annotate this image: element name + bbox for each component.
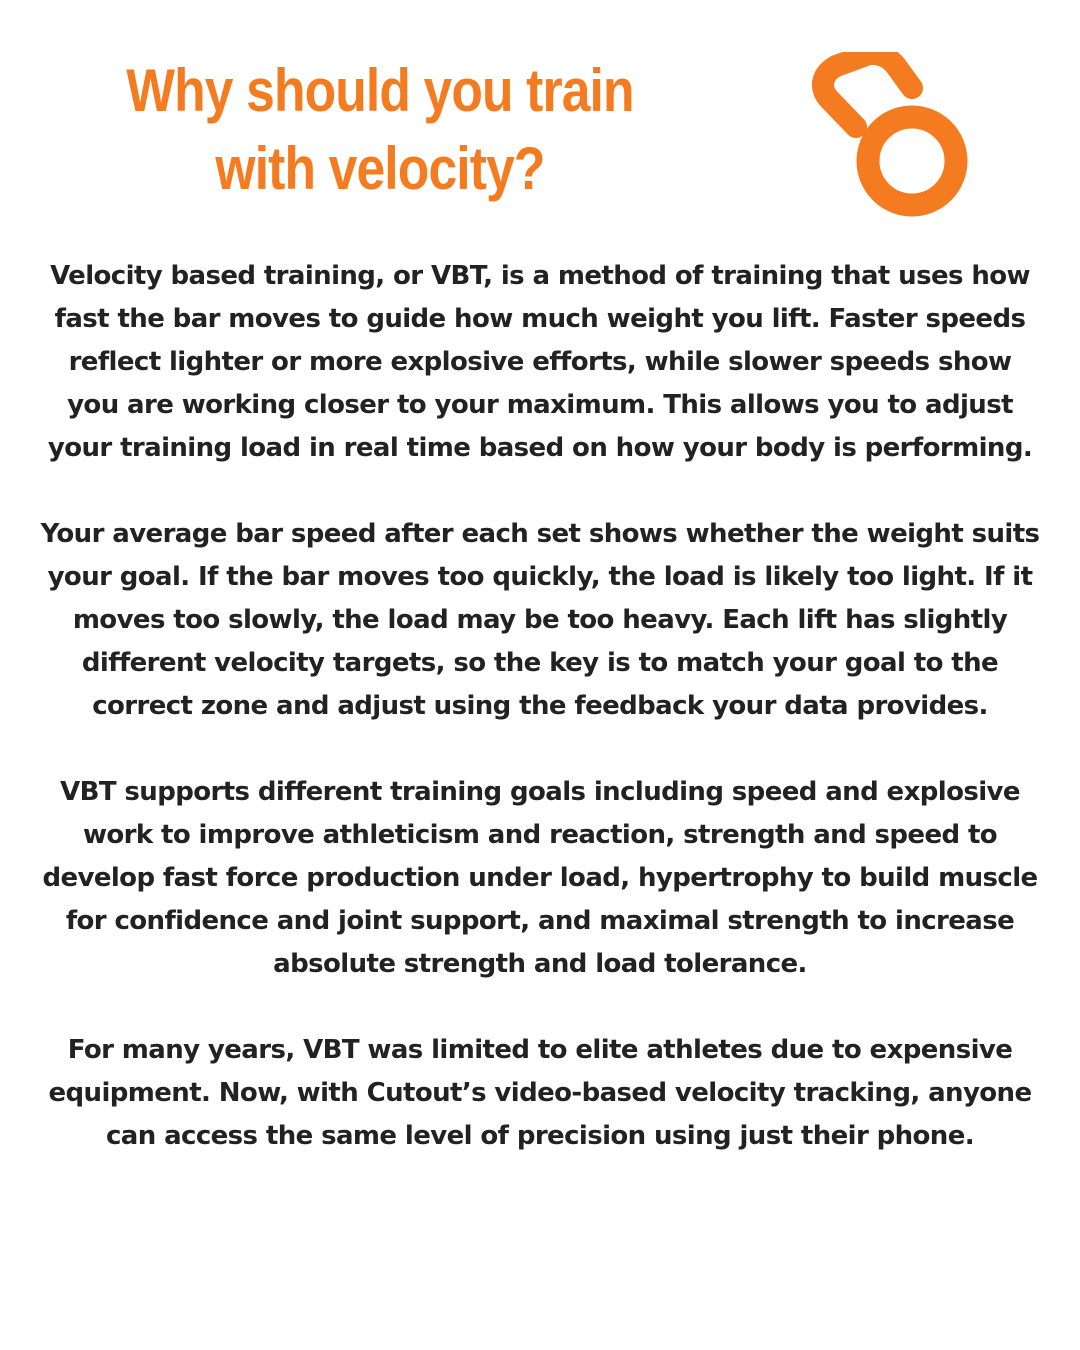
paragraph-intro: Velocity based training, or VBT, is a method of training that uses how fast the bar moves to guide how much weight you lift. Faster speeds reflect lighter or more explosive efforts, while slower speeds show you are working closer to your maximum. This allows you to adjust your training load in real time based on how your body is performing. bbox=[47, 261, 1033, 463]
paragraph-training-goals: VBT supports different training goals including speed and explosive work to improve athleticism and reaction, strength and speed to develop fast force production under load, hypertrophy to build muscle for confidence and joint support, and maximal strength to increase absolute strength and load tolerance. bbox=[42, 777, 1038, 979]
paragraph-bar-speed: Your average bar speed after each set shows whether the weight suits your goal. If the bar moves too quickly, the load is likely too light. If it moves too slowly, the load may be too heavy. Each lift has slightly different velocity targets, so the key is to match your goal to the correct zone and adjust using the feedback your data provides. bbox=[40, 519, 1040, 721]
page-title: Why should you train with velocity? bbox=[126, 57, 634, 202]
chain-link-icon bbox=[808, 52, 988, 222]
article-body bbox=[40, 255, 1040, 1201]
paragraph-accessibility: For many years, VBT was limited to elite athletes due to expensive equipment. Now, with Cutout’s video-based velocity tracking, anyone can access the same level of precision using just their phone. bbox=[48, 1035, 1032, 1151]
